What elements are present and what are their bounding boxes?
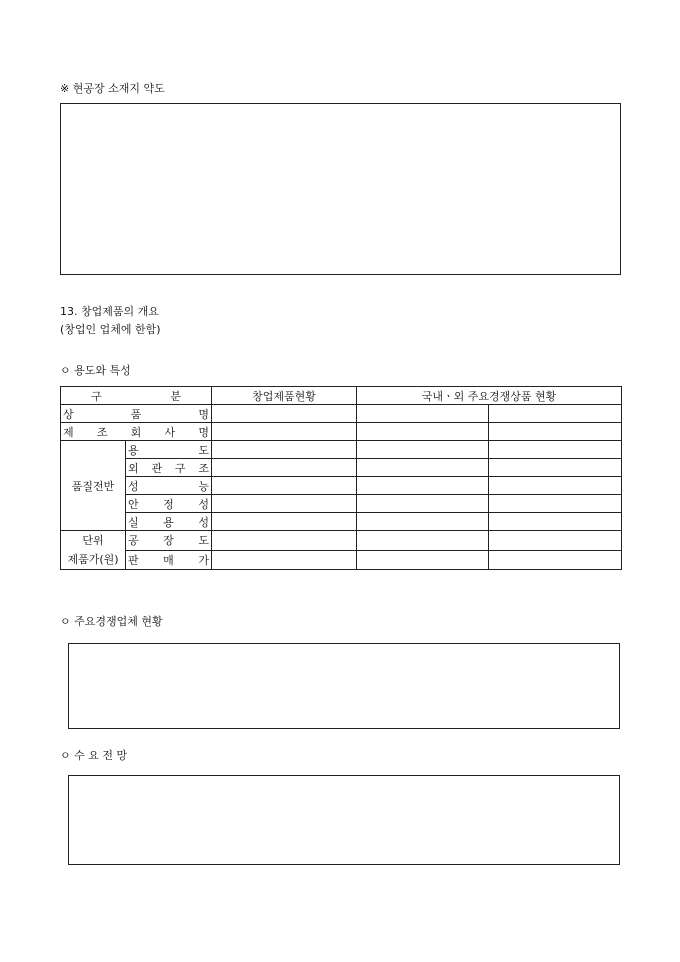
- header-competitor-product: 국내ㆍ외 주요경쟁상품 현황: [357, 387, 622, 405]
- cell-competitor-a-practicality[interactable]: [357, 513, 489, 531]
- label-char: 구: [174, 461, 186, 475]
- sketch-map-box[interactable]: [60, 103, 621, 275]
- table-row: [61, 513, 622, 531]
- table-header-row: [61, 387, 622, 405]
- table-row: [61, 495, 622, 513]
- label-char: 도: [198, 534, 209, 548]
- row-group-unit-price: [61, 531, 126, 570]
- usage-heading: ㅇ 용도와 특성: [60, 364, 131, 377]
- cell-startup-manufacturer[interactable]: [212, 423, 357, 441]
- row-label-stability: [126, 495, 212, 513]
- label-char: 도: [198, 443, 209, 457]
- label-char: 판: [128, 553, 139, 567]
- cell-competitor-b-product-name[interactable]: [489, 405, 622, 423]
- label-char: 회: [130, 425, 142, 439]
- row-group-quality: 품질전반: [61, 441, 126, 531]
- row-label-sale-price: [126, 550, 212, 570]
- label-char: 상: [63, 407, 74, 421]
- label-char: 능: [198, 479, 209, 493]
- label-char: 명: [198, 425, 209, 439]
- cell-competitor-b-usage[interactable]: [489, 441, 622, 459]
- row-label-practicality: [126, 513, 212, 531]
- cell-startup-appearance[interactable]: [212, 459, 357, 477]
- cell-competitor-a-usage[interactable]: [357, 441, 489, 459]
- section-13-subtitle: (창업인 업체에 한함): [60, 323, 161, 336]
- product-spec-table: [60, 386, 622, 570]
- sketch-heading: ※ 현공장 소재지 약도: [60, 82, 165, 95]
- label-char: 명: [198, 407, 209, 421]
- label-char: 용: [163, 515, 174, 529]
- demand-text-box[interactable]: [68, 775, 620, 865]
- label-char: 정: [163, 497, 174, 511]
- label-char: 제: [63, 425, 74, 439]
- cell-competitor-b-stability[interactable]: [489, 495, 622, 513]
- cell-startup-factory-price[interactable]: [212, 531, 357, 551]
- cell-startup-product-name[interactable]: [212, 405, 357, 423]
- cell-competitor-b-appearance[interactable]: [489, 459, 622, 477]
- label-char: 관: [151, 461, 163, 475]
- unit-group-line2: 제품가(원): [67, 553, 119, 566]
- row-label-factory-price: [126, 531, 212, 551]
- cell-competitor-b-factory-price[interactable]: [489, 531, 622, 551]
- cell-competitor-a-sale-price[interactable]: [357, 550, 489, 570]
- cell-competitor-a-stability[interactable]: [357, 495, 489, 513]
- label-char: 외: [128, 461, 139, 475]
- label-char: 성: [128, 479, 139, 493]
- table-row: [61, 441, 622, 459]
- label-char: 용: [128, 443, 139, 457]
- header-category-char: 분: [170, 389, 181, 403]
- table-row: [61, 459, 622, 477]
- table-row: [61, 405, 622, 423]
- label-char: 실: [128, 515, 139, 529]
- label-char: 매: [163, 553, 174, 567]
- cell-competitor-b-practicality[interactable]: [489, 513, 622, 531]
- cell-competitor-a-factory-price[interactable]: [357, 531, 489, 551]
- label-char: 조: [96, 425, 108, 439]
- row-label-manufacturer: [61, 423, 212, 441]
- label-char: 안: [128, 497, 139, 511]
- cell-startup-performance[interactable]: [212, 477, 357, 495]
- label-char: 성: [198, 497, 209, 511]
- cell-startup-practicality[interactable]: [212, 513, 357, 531]
- table-row: [61, 423, 622, 441]
- unit-group-line1: 단위: [82, 534, 104, 547]
- competitors-heading: ㅇ 주요경쟁업체 현황: [60, 615, 163, 628]
- cell-startup-usage[interactable]: [212, 441, 357, 459]
- cell-competitor-a-product-name[interactable]: [357, 405, 489, 423]
- cell-competitor-b-performance[interactable]: [489, 477, 622, 495]
- competitors-text-box[interactable]: [68, 643, 620, 729]
- row-label-appearance: [126, 459, 212, 477]
- label-char: 성: [198, 515, 209, 529]
- row-label-performance: [126, 477, 212, 495]
- label-char: 공: [128, 534, 139, 548]
- table-row: [61, 477, 622, 495]
- label-char: 가: [198, 553, 209, 567]
- demand-heading: ㅇ 수 요 전 망: [60, 749, 128, 762]
- cell-startup-sale-price[interactable]: [212, 550, 357, 570]
- label-char: 사: [164, 425, 176, 439]
- label-char: 장: [163, 534, 174, 548]
- header-category: [61, 387, 212, 405]
- section-13-title: 13. 창업제품의 개요: [60, 305, 159, 318]
- row-label-usage: [126, 441, 212, 459]
- cell-startup-stability[interactable]: [212, 495, 357, 513]
- header-startup-product: 창업제품현황: [212, 387, 357, 405]
- table-row: [61, 550, 622, 570]
- label-char: 조: [198, 461, 209, 475]
- row-label-product-name: [61, 405, 212, 423]
- table-row: [61, 531, 622, 551]
- header-category-char: 구: [91, 389, 102, 403]
- cell-competitor-a-manufacturer[interactable]: [357, 423, 489, 441]
- label-char: 품: [130, 407, 142, 421]
- cell-competitor-a-performance[interactable]: [357, 477, 489, 495]
- cell-competitor-b-manufacturer[interactable]: [489, 423, 622, 441]
- cell-competitor-a-appearance[interactable]: [357, 459, 489, 477]
- cell-competitor-b-sale-price[interactable]: [489, 550, 622, 570]
